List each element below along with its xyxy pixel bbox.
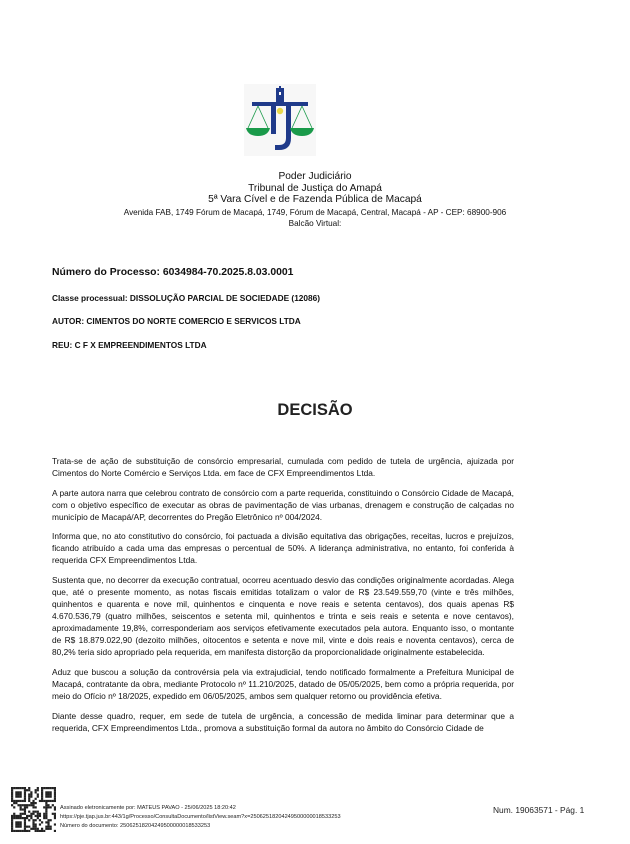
qr-code-icon[interactable] bbox=[11, 787, 56, 832]
qr-module bbox=[35, 826, 37, 828]
header-tribunal: Tribunal de Justiça do Amapá bbox=[248, 182, 382, 194]
qr-module bbox=[26, 826, 28, 828]
qr-module bbox=[32, 823, 34, 825]
qr-module bbox=[28, 787, 30, 789]
qr-module bbox=[20, 804, 22, 806]
qr-module bbox=[45, 813, 47, 815]
qr-module bbox=[11, 800, 13, 802]
qr-module bbox=[15, 830, 17, 832]
qr-module bbox=[50, 791, 52, 793]
qr-module bbox=[24, 789, 26, 791]
qr-module bbox=[39, 800, 41, 802]
qr-module bbox=[35, 811, 37, 813]
qr-module bbox=[54, 808, 56, 810]
qr-module bbox=[13, 802, 15, 804]
qr-module bbox=[45, 817, 47, 819]
qr-module bbox=[54, 793, 56, 795]
document-title: DECISÃO bbox=[277, 401, 353, 419]
qr-module bbox=[45, 800, 47, 802]
qr-module bbox=[54, 830, 56, 832]
qr-module bbox=[26, 830, 28, 832]
qr-module bbox=[50, 787, 52, 789]
qr-module bbox=[20, 808, 22, 810]
qr-module bbox=[30, 828, 32, 830]
qr-module bbox=[11, 789, 13, 791]
process-class: Classe processual: DISSOLUÇÃO PARCIAL DE SOCIEDADE (12086) bbox=[52, 293, 321, 303]
qr-module bbox=[47, 796, 49, 798]
qr-module bbox=[11, 830, 13, 832]
qr-module bbox=[17, 826, 19, 828]
qr-module bbox=[32, 804, 34, 806]
qr-module bbox=[28, 830, 30, 832]
qr-module bbox=[11, 826, 13, 828]
qr-module bbox=[52, 813, 54, 815]
qr-module bbox=[50, 793, 52, 795]
qr-module bbox=[47, 800, 49, 802]
qr-module bbox=[11, 819, 13, 821]
qr-module bbox=[39, 830, 41, 832]
qr-module bbox=[39, 815, 41, 817]
qr-module bbox=[37, 789, 39, 791]
qr-module bbox=[45, 802, 47, 804]
qr-module bbox=[54, 817, 56, 819]
qr-module bbox=[54, 791, 56, 793]
qr-module bbox=[30, 817, 32, 819]
qr-module bbox=[54, 815, 56, 817]
qr-module bbox=[47, 828, 49, 830]
qr-module bbox=[17, 796, 19, 798]
qr-module bbox=[22, 830, 24, 832]
qr-module bbox=[35, 798, 37, 800]
qr-module bbox=[43, 817, 45, 819]
qr-module bbox=[35, 791, 37, 793]
qr-module bbox=[22, 808, 24, 810]
header-balcao: Balcão Virtual: bbox=[288, 218, 342, 228]
qr-module bbox=[52, 804, 54, 806]
qr-module bbox=[24, 828, 26, 830]
qr-module bbox=[37, 787, 39, 789]
qr-module bbox=[35, 830, 37, 832]
qr-module bbox=[13, 800, 15, 802]
qr-module bbox=[41, 821, 43, 823]
qr-module bbox=[15, 793, 17, 795]
qr-module bbox=[47, 826, 49, 828]
signature-footer bbox=[0, 786, 630, 836]
qr-module bbox=[22, 817, 24, 819]
qr-module bbox=[39, 819, 41, 821]
qr-module bbox=[32, 800, 34, 802]
qr-module bbox=[50, 800, 52, 802]
page-number: Num. 19063571 - Pág. 1 bbox=[493, 805, 585, 815]
qr-module bbox=[15, 800, 17, 802]
header-vara: 5ª Vara Cível e de Fazenda Pública de Macapá bbox=[208, 194, 422, 205]
qr-module bbox=[32, 811, 34, 813]
qr-module bbox=[39, 813, 41, 815]
qr-module bbox=[37, 815, 39, 817]
qr-module bbox=[20, 826, 22, 828]
qr-module bbox=[15, 791, 17, 793]
qr-module bbox=[54, 798, 56, 800]
qr-module bbox=[26, 789, 28, 791]
qr-module bbox=[13, 813, 15, 815]
scales-of-justice-icon bbox=[244, 84, 316, 156]
qr-module bbox=[28, 800, 30, 802]
qr-module bbox=[20, 817, 22, 819]
qr-module bbox=[24, 823, 26, 825]
qr-module bbox=[35, 828, 37, 830]
qr-module bbox=[11, 791, 13, 793]
qr-module bbox=[37, 793, 39, 795]
qr-module bbox=[28, 798, 30, 800]
qr-module bbox=[20, 806, 22, 808]
qr-module bbox=[43, 787, 45, 789]
qr-module bbox=[50, 796, 52, 798]
qr-module bbox=[52, 787, 54, 789]
qr-module bbox=[11, 798, 13, 800]
qr-module bbox=[45, 828, 47, 830]
qr-module bbox=[15, 787, 17, 789]
qr-module bbox=[37, 817, 39, 819]
qr-module bbox=[24, 819, 26, 821]
qr-module bbox=[11, 817, 13, 819]
qr-module bbox=[45, 811, 47, 813]
qr-module bbox=[43, 815, 45, 817]
qr-module bbox=[17, 791, 19, 793]
qr-module bbox=[41, 787, 43, 789]
qr-module bbox=[28, 796, 30, 798]
qr-module bbox=[45, 808, 47, 810]
qr-module bbox=[11, 815, 13, 817]
qr-module bbox=[39, 823, 41, 825]
qr-module bbox=[41, 796, 43, 798]
qr-module bbox=[15, 826, 17, 828]
qr-module bbox=[26, 817, 28, 819]
qr-module bbox=[37, 811, 39, 813]
qr-module bbox=[28, 789, 30, 791]
qr-module bbox=[15, 823, 17, 825]
qr-module bbox=[24, 806, 26, 808]
qr-module bbox=[45, 787, 47, 789]
qr-module bbox=[28, 826, 30, 828]
qr-module bbox=[24, 787, 26, 789]
qr-module bbox=[24, 817, 26, 819]
qr-module bbox=[32, 828, 34, 830]
qr-module bbox=[15, 802, 17, 804]
qr-module bbox=[24, 811, 26, 813]
qr-module bbox=[54, 800, 56, 802]
qr-module bbox=[17, 804, 19, 806]
qr-module bbox=[32, 819, 34, 821]
qr-module bbox=[17, 823, 19, 825]
paragraph: Sustenta que, no decorrer da execução contratual, ocorreu acentuado desvio das condições originalmente acordadas. Alega que, até o presente momento, as notas fiscais emitidas totalizam o valor de R$ 23.549.559,70 (vinte e três milhões, quinhentos e quarenta e nove mil, quinhentos e cinquenta e nove reais e setenta centavos), dos quais apenas R$ 4.670.536,79 (quatro milhões, seiscentos e setenta mil, quinhentos e trinta e seis reais e setenta e nove centavos), aproximadamente 19,8%, corresponderiam aos serviços efetivamente executados pela autora. Enquanto isso, o montante de R$ 18.879.022,90 (dezoito milhões, oitocentos e setenta e nove mil, vinte e dois reais e noventa centavos), cerca de 80,2% teria sido apropriado pela requerida, em manifesta distorção da proporcionalidade originalmente estabelecida. bbox=[52, 574, 514, 658]
qr-module bbox=[28, 804, 30, 806]
qr-module bbox=[24, 821, 26, 823]
document-number: Número do documento: 25062518204249500000018533253 bbox=[60, 823, 211, 830]
qr-module bbox=[35, 789, 37, 791]
qr-module bbox=[37, 828, 39, 830]
qr-module bbox=[20, 813, 22, 815]
signature-block bbox=[60, 804, 341, 832]
signed-by: Assinado eletronicamente por: MATEUS PAVAO - 25/06/2025 18:20:42 bbox=[60, 805, 236, 811]
qr-module bbox=[35, 823, 37, 825]
qr-module bbox=[15, 815, 17, 817]
qr-module bbox=[47, 791, 49, 793]
qr-module bbox=[41, 791, 43, 793]
qr-module bbox=[13, 817, 15, 819]
qr-module bbox=[17, 787, 19, 789]
qr-module bbox=[13, 787, 15, 789]
qr-module bbox=[17, 793, 19, 795]
qr-module bbox=[11, 793, 13, 795]
tjap-logo bbox=[244, 84, 316, 156]
qr-module bbox=[35, 806, 37, 808]
qr-module bbox=[26, 815, 28, 817]
process-reu: REU: C F X EMPREENDIMENTOS LTDA bbox=[52, 340, 207, 350]
qr-module bbox=[30, 791, 32, 793]
paragraph: Diante desse quadro, requer, em sede de tutela de urgência, a concessão de medida liminar para determinar que a requerida, CFX Empreendimentos Ltda., promova a substituição formal da autora no âmbito do Consórcio Cidade de bbox=[52, 710, 514, 733]
qr-module bbox=[24, 800, 26, 802]
qr-module bbox=[22, 787, 24, 789]
qr-module bbox=[24, 813, 26, 815]
qr-module bbox=[11, 828, 13, 830]
paragraph: Aduz que buscou a solução da controvérsia pela via extrajudicial, tendo notificado formalmente a Prefeitura Municipal de Macapá, contratante da obra, mediante Protocolo nº 11.210/2025, datado de 05/05/2025, bem como a própria requerida, por meio do Ofício nº 18/2025, expedido em 06/05/2025, ambos sem qualquer retorno ou providência efetiva. bbox=[52, 666, 514, 702]
qr-module bbox=[35, 815, 37, 817]
qr-module bbox=[28, 793, 30, 795]
qr-module bbox=[52, 800, 54, 802]
paragraph: A parte autora narra que celebrou contrato de consórcio com a parte requerida, constituindo o Consórcio Cidade de Macapá, com o objetivo específico de executar as obras de pavimentação de vias urbanas, drenagem e construção de calçadas no município de Macapá/AP, decorrentes do Pregão Eletrônico nº 004/2024. bbox=[52, 487, 514, 522]
qr-module bbox=[45, 826, 47, 828]
qr-module bbox=[24, 791, 26, 793]
qr-module bbox=[54, 789, 56, 791]
qr-module bbox=[20, 791, 22, 793]
qr-module bbox=[11, 804, 13, 806]
court-header bbox=[0, 171, 630, 229]
qr-module bbox=[20, 821, 22, 823]
qr-module bbox=[17, 821, 19, 823]
qr-module bbox=[32, 802, 34, 804]
qr-module bbox=[50, 826, 52, 828]
header-address: Avenida FAB, 1749 Fórum de Macapá, 1749, Fórum de Macapá, Central, Macapá - AP - CEP: 68900-906 bbox=[123, 207, 507, 217]
qr-module bbox=[35, 802, 37, 804]
qr-module bbox=[50, 806, 52, 808]
qr-module bbox=[45, 793, 47, 795]
header-judiciary: Poder Judiciário bbox=[278, 171, 352, 182]
qr-module bbox=[41, 828, 43, 830]
qr-module bbox=[20, 787, 22, 789]
qr-module bbox=[37, 830, 39, 832]
qr-module bbox=[35, 819, 37, 821]
qr-module bbox=[24, 804, 26, 806]
qr-module bbox=[20, 793, 22, 795]
qr-module bbox=[11, 821, 13, 823]
process-autor: AUTOR: CIMENTOS DO NORTE COMERCIO E SERVICOS LTDA bbox=[52, 316, 301, 326]
qr-module bbox=[37, 813, 39, 815]
qr-module bbox=[30, 796, 32, 798]
qr-module bbox=[32, 806, 34, 808]
qr-module bbox=[43, 830, 45, 832]
qr-module bbox=[30, 813, 32, 815]
qr-module bbox=[20, 796, 22, 798]
qr-module bbox=[32, 821, 34, 823]
qr-module bbox=[45, 806, 47, 808]
qr-module bbox=[15, 796, 17, 798]
qr-module bbox=[41, 789, 43, 791]
qr-module bbox=[45, 804, 47, 806]
qr-module bbox=[30, 815, 32, 817]
qr-module bbox=[22, 813, 24, 815]
qr-module bbox=[47, 804, 49, 806]
qr-module bbox=[47, 821, 49, 823]
qr-module bbox=[32, 826, 34, 828]
qr-module bbox=[24, 798, 26, 800]
qr-module bbox=[43, 813, 45, 815]
qr-module bbox=[20, 800, 22, 802]
qr-module bbox=[54, 787, 56, 789]
paragraph: Trata-se de ação de substituição de consórcio empresarial, cumulada com pedido de tutela de urgência, ajuizada por Cimentos do Norte Comércio e Serviços Ltda. em face de CFX Empreendimentos Ltda. bbox=[52, 456, 514, 479]
qr-module bbox=[32, 813, 34, 815]
qr-module bbox=[22, 804, 24, 806]
qr-module bbox=[30, 804, 32, 806]
qr-module bbox=[11, 796, 13, 798]
qr-module bbox=[54, 806, 56, 808]
qr-module bbox=[43, 806, 45, 808]
qr-module bbox=[47, 806, 49, 808]
qr-module bbox=[20, 815, 22, 817]
qr-module bbox=[47, 819, 49, 821]
qr-module bbox=[17, 800, 19, 802]
qr-module bbox=[54, 823, 56, 825]
qr-module bbox=[26, 806, 28, 808]
qr-module bbox=[24, 830, 26, 832]
qr-module bbox=[11, 823, 13, 825]
qr-module bbox=[37, 796, 39, 798]
qr-module bbox=[30, 802, 32, 804]
qr-module bbox=[13, 806, 15, 808]
qr-module bbox=[54, 796, 56, 798]
qr-module bbox=[13, 815, 15, 817]
qr-module bbox=[47, 787, 49, 789]
qr-module bbox=[30, 793, 32, 795]
qr-module bbox=[20, 823, 22, 825]
qr-module bbox=[43, 800, 45, 802]
qr-module bbox=[50, 819, 52, 821]
process-number: Número do Processo: 6034984-70.2025.8.03.0001 bbox=[52, 267, 294, 278]
qr-module bbox=[41, 800, 43, 802]
qr-module bbox=[26, 804, 28, 806]
qr-module bbox=[24, 826, 26, 828]
qr-module bbox=[45, 796, 47, 798]
qr-module bbox=[11, 787, 13, 789]
qr-module bbox=[15, 817, 17, 819]
qr-module bbox=[22, 800, 24, 802]
qr-module bbox=[15, 821, 17, 823]
qr-module bbox=[41, 798, 43, 800]
qr-module bbox=[28, 815, 30, 817]
qr-module bbox=[50, 828, 52, 830]
qr-module bbox=[17, 817, 19, 819]
qr-module bbox=[45, 791, 47, 793]
qr-module bbox=[45, 815, 47, 817]
qr-module bbox=[24, 808, 26, 810]
qr-module bbox=[41, 793, 43, 795]
qr-module bbox=[54, 813, 56, 815]
qr-module bbox=[17, 830, 19, 832]
document-body bbox=[52, 455, 514, 741]
qr-module bbox=[17, 815, 19, 817]
qr-module bbox=[41, 830, 43, 832]
paragraph: Informa que, no ato constitutivo do consórcio, foi pactuada a divisão equitativa das obrigações, receitas, lucros e prejuízos, ficando atribuído a cada uma das empresas o percentual de 50%. A liderança administrativa, no entanto, foi conferida à requerida CFX Empreendimentos Ltda. bbox=[52, 531, 514, 566]
qr-module bbox=[28, 811, 30, 813]
document-url[interactable]: https://pje.tjap.jus.br:443/1g/Processo/ConsultaDocumento/listView.seam?x=25062518204249500000018533253 bbox=[60, 814, 341, 821]
qr-module bbox=[24, 793, 26, 795]
qr-module bbox=[28, 819, 30, 821]
qr-module bbox=[20, 830, 22, 832]
qr-module bbox=[13, 830, 15, 832]
qr-module bbox=[47, 793, 49, 795]
qr-module bbox=[24, 796, 26, 798]
qr-module bbox=[45, 821, 47, 823]
qr-module bbox=[47, 823, 49, 825]
